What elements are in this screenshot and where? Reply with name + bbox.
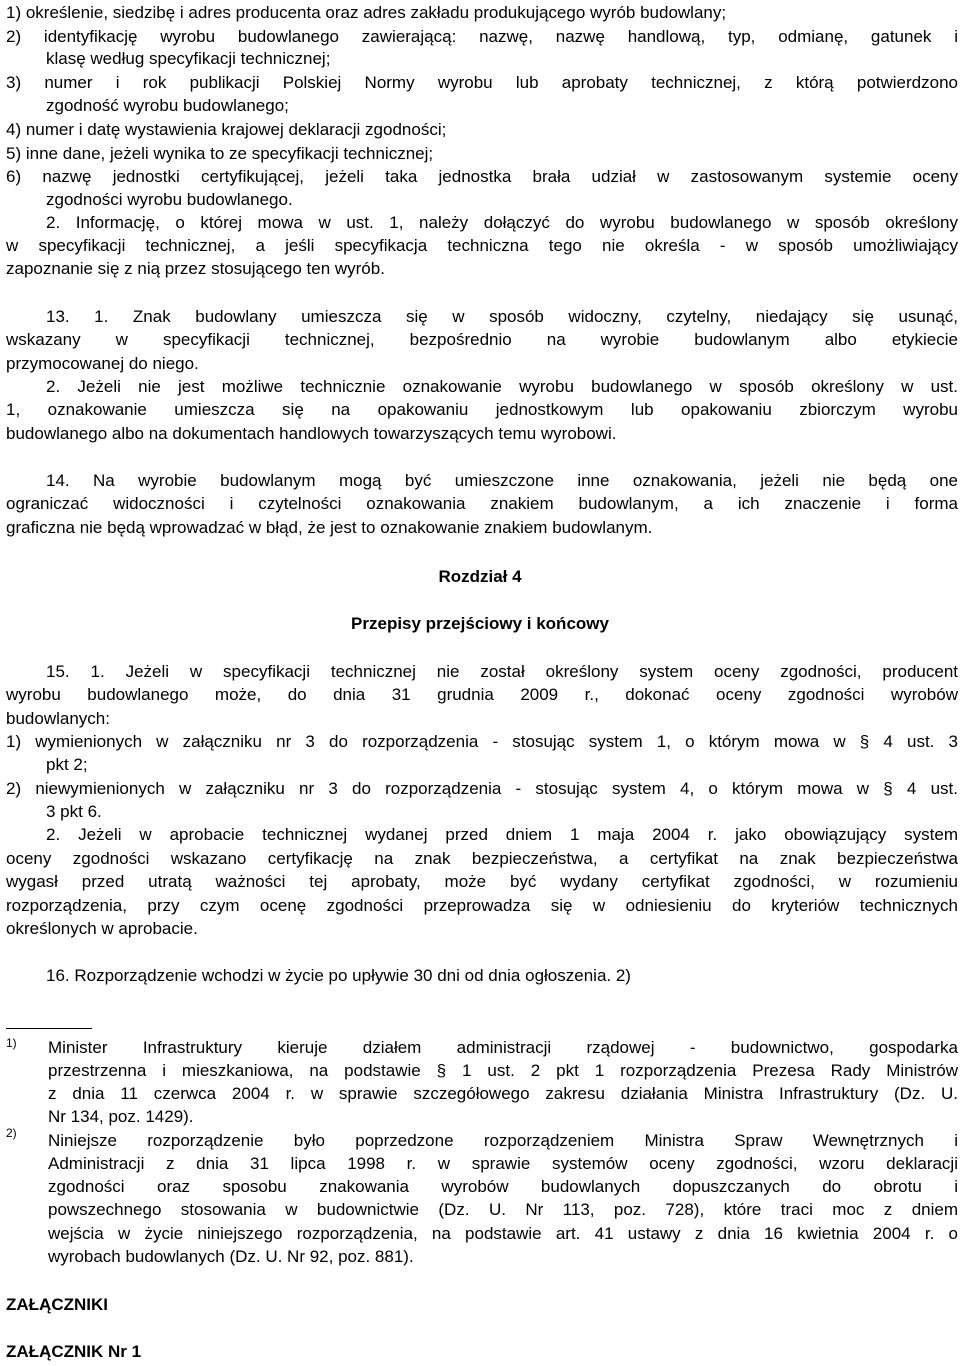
footnote-1-line: Nr 134, poz. 1429). bbox=[48, 1107, 194, 1126]
paragraph: 2. Informację, o której mowa w ust. 1, należy dołączyć do wyrobu budowlanego w sposób określony bbox=[46, 213, 958, 232]
footnote-2-line: powszechnego stosowania w budownictwie (Dz. U. Nr 113, poz. 728), które traci moc z dniem bbox=[48, 1200, 958, 1219]
footnote-1-line: przestrzenna i mieszkaniowa, na podstawie § 1 ust. 2 pkt 1 rozporządzenia Prezesa Rady Ministrów bbox=[48, 1061, 958, 1080]
list-item: 1) wymienionych w załączniku nr 3 do rozporządzenia - stosując system 1, o którym mowa w § 4 ust. 3 bbox=[6, 732, 958, 751]
chapter-heading: Rozdział 4 bbox=[438, 567, 522, 586]
footnote-mark-1: 1) bbox=[6, 1036, 17, 1050]
list-item: 3) numer i rok publikacji Polskiej Normy wyrobu lub aprobaty technicznej, z którą potwierdzono bbox=[6, 73, 958, 92]
footnote-mark-2: 2) bbox=[6, 1126, 17, 1140]
paragraph: wyrobu budowlanego może, do dnia 31 grudnia 2009 r., dokonać oceny zgodności wyrobów bbox=[6, 685, 958, 704]
chapter-title: Przepisy przejściowy i końcowy bbox=[351, 614, 609, 633]
list-item: 1) określenie, siedzibę i adres producenta oraz adres zakładu produkującego wyrób budowlany; bbox=[6, 3, 727, 22]
paragraph: przymocowanej do niego. bbox=[6, 354, 199, 373]
list-item-continuation: 3 pkt 6. bbox=[46, 802, 102, 821]
footnote-1-line: Minister Infrastruktury kieruje działem administracji rządowej - budownictwo, gospodarka bbox=[48, 1038, 958, 1057]
paragraph: wygasł przed utratą ważności tej aprobaty, może być wydany certyfikat zgodności, w rozumieniu bbox=[6, 872, 958, 891]
paragraph: w specyfikacji technicznej, a jeśli specyfikacja techniczna tego nie określa - w sposób umożliwiający bbox=[6, 236, 958, 255]
paragraph: 2. Jeżeli nie jest możliwe technicznie oznakowanie wyrobu budowlanego w sposób określony w ust. bbox=[46, 377, 958, 396]
paragraph: 2. Jeżeli w aprobacie technicznej wydanej przed dniem 1 maja 2004 r. jako obowiązujący system bbox=[46, 825, 958, 844]
paragraph: budowlanych: bbox=[6, 709, 110, 728]
list-item: 5) inne dane, jeżeli wynika to ze specyfikacji technicznej; bbox=[6, 144, 434, 163]
section-14: 14. Na wyrobie budowlanym mogą być umieszczone inne oznakowania, jeżeli nie będą one bbox=[46, 471, 958, 490]
list-item: 2) identyfikację wyrobu budowlanego zawierającą: nazwę, nazwę handlową, typ, odmianę, gatunek i bbox=[6, 27, 958, 46]
footnote-2-line: zgodności oraz sposobu znakowania wyrobów budowlanych dopuszczanych do obrotu i bbox=[48, 1177, 958, 1196]
footnote-rule bbox=[6, 1028, 92, 1029]
section-16: 16. Rozporządzenie wchodzi w życie po upływie 30 dni od dnia ogłoszenia. 2) bbox=[46, 966, 631, 985]
list-item: 4) numer i datę wystawienia krajowej deklaracji zgodności; bbox=[6, 120, 447, 139]
footnote-2-line: wyrobach budowlanych (Dz. U. Nr 92, poz. 881). bbox=[48, 1247, 414, 1266]
footnote-2-line: Niniejsze rozporządzenie było poprzedzone rozporządzeniem Ministra Spraw Wewnętrznych i bbox=[48, 1131, 958, 1150]
paragraph: ograniczać widoczności i czytelności oznakowania znakiem budowlanym, a ich znaczenie i forma bbox=[6, 494, 958, 513]
paragraph: budowlanego albo na dokumentach handlowych towarzyszących temu wyrobowi. bbox=[6, 424, 617, 443]
annexes-heading: ZAŁĄCZNIKI bbox=[6, 1295, 108, 1314]
list-item-continuation: zgodności wyrobu budowlanego. bbox=[46, 190, 293, 209]
list-item-continuation: zgodność wyrobu budowlanego; bbox=[46, 96, 289, 115]
annex-1-heading: ZAŁĄCZNIK Nr 1 bbox=[6, 1342, 142, 1361]
section-13: 13. 1. Znak budowlany umieszcza się w sposób widoczny, czytelny, niedający się usunąć, bbox=[46, 307, 958, 326]
section-15: 15. 1. Jeżeli w specyfikacji technicznej nie został określony system oceny zgodności, producent bbox=[46, 662, 958, 681]
paragraph: określonych w aprobacie. bbox=[6, 919, 198, 938]
paragraph: oceny zgodności wskazano certyfikację na znak bezpieczeństwa, a certyfikat na znak bezpieczeństwa bbox=[6, 849, 958, 868]
list-item: 6) nazwę jednostki certyfikującej, jeżeli taka jednostka brała udział w zastosowanym systemie oceny bbox=[6, 167, 958, 186]
footnote-2-line: Administracji z dnia 31 lipca 1998 r. w sprawie systemów oceny zgodności, wzoru deklaracji bbox=[48, 1154, 958, 1173]
paragraph: graficzna nie będą wprowadzać w błąd, że jest to oznakowanie znakiem budowlanym. bbox=[6, 518, 653, 537]
list-item: 2) niewymienionych w załączniku nr 3 do rozporządzenia - stosując system 4, o którym mowa w § 4 ust. bbox=[6, 779, 958, 798]
paragraph: 1, oznakowanie umieszcza się na opakowaniu jednostkowym lub opakowaniu zbiorczym wyrobu bbox=[6, 400, 958, 419]
paragraph: zapoznanie się z nią przez stosującego ten wyrób. bbox=[6, 259, 385, 278]
paragraph: rozporządzenia, przy czym ocenę zgodności przeprowadza się w odniesieniu do kryteriów technicznych bbox=[6, 896, 958, 915]
paragraph: wskazany w specyfikacji technicznej, bezpośrednio na wyrobie budowlanym albo etykiecie bbox=[6, 330, 958, 349]
list-item-continuation: klasę według specyfikacji technicznej; bbox=[46, 49, 331, 68]
footnote-2-line: wejścia w życie niniejszego rozporządzenia, na podstawie art. 41 ustawy z dnia 16 kwietnia 2004 r. o bbox=[48, 1224, 958, 1243]
footnote-1-line: z dnia 11 czerwca 2004 r. w sprawie szczegółowego zakresu działania Ministra Infrastruktury (Dz. U. bbox=[48, 1084, 958, 1103]
list-item-continuation: pkt 2; bbox=[46, 755, 88, 774]
